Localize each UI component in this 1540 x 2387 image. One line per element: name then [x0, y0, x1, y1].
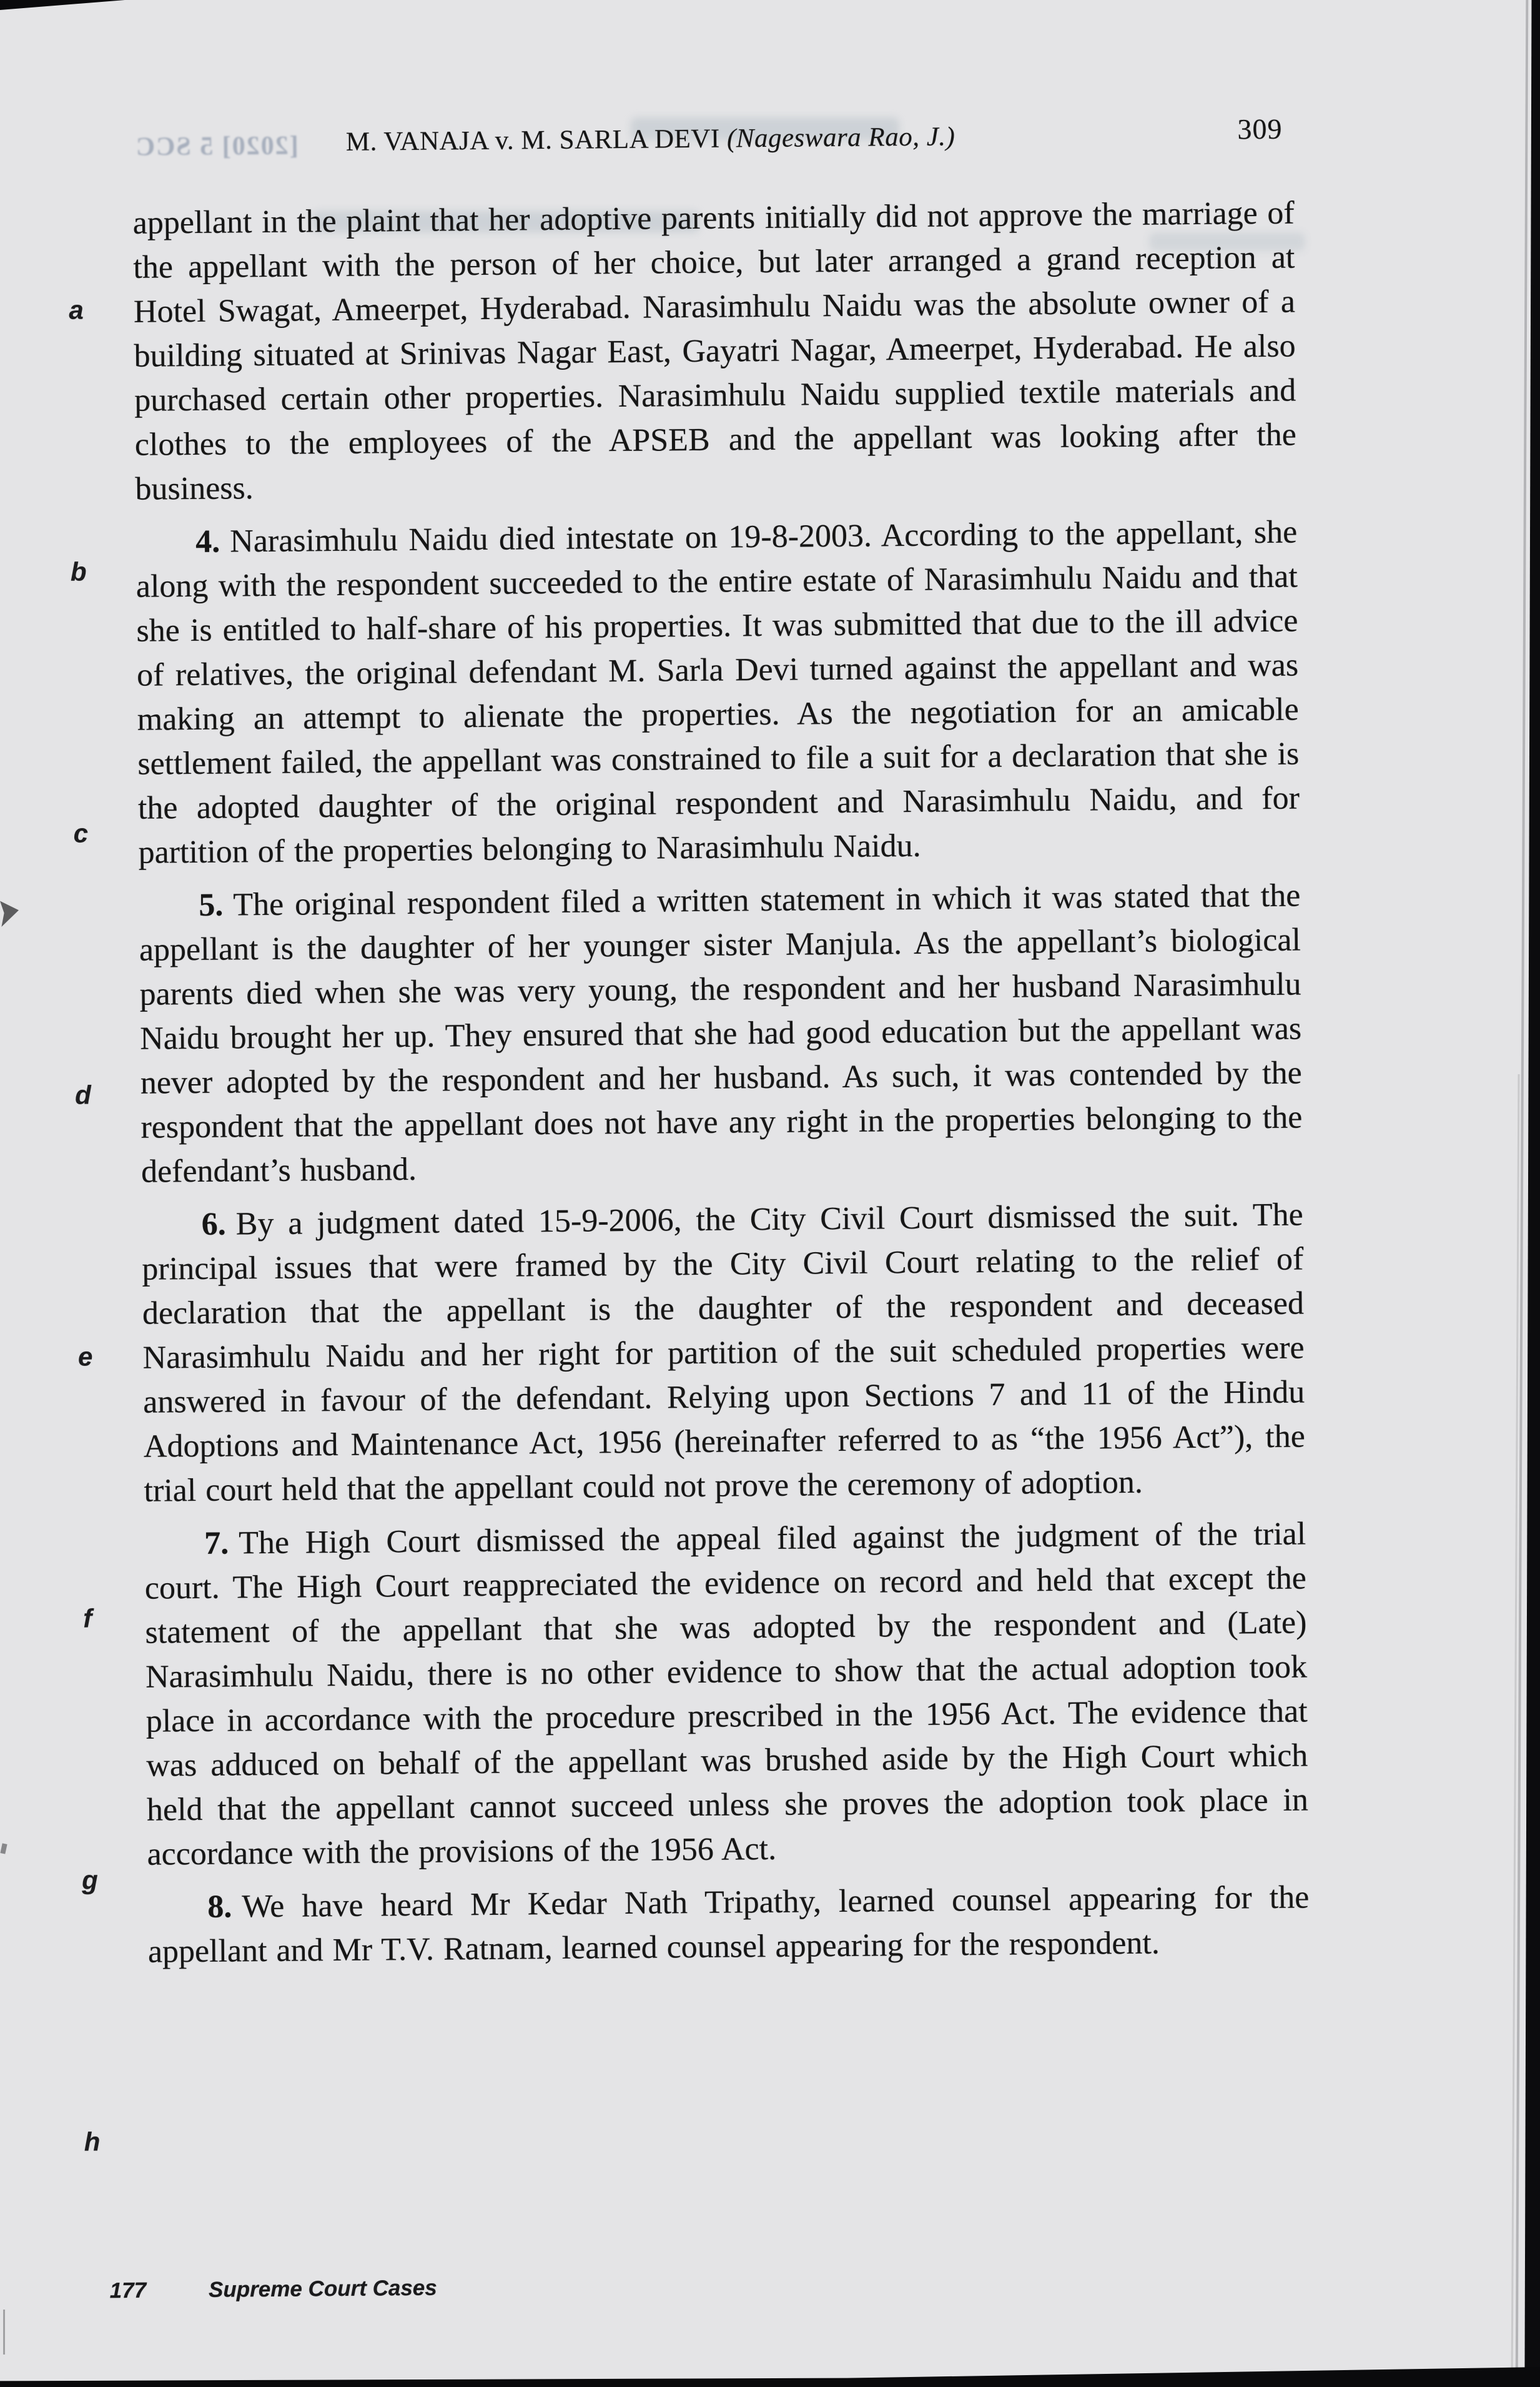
paragraph-number: 4.	[195, 523, 220, 560]
paragraph-number: 7.	[204, 1525, 229, 1561]
margin-letter-e: e	[77, 1342, 93, 1371]
footer-volume: 177	[109, 2278, 147, 2303]
judgment-paragraph	[139, 874, 1303, 1194]
paragraph-text: The High Court dismissed the appeal filed against the judgment of the trial court. The High Court reappreciated the evidence on record and held that except the statement of the appellant that she was adopted by the respondent and (Late) Narasimhulu Naidu, there is no other evidence to show that the actual adoption took place in accordance with the procedure prescribed in the 1956 Act. The evidence that was adduced on behalf of the appellant was brushed aside by the High Court which held that the appellant cannot succeed unless she proves the adoption took place in accordance with the provisions of the 1956 Act.	[144, 1516, 1309, 1872]
paragraph-text: Narasimhulu Naidu died intestate on 19-8-2003. According to the appellant, she along with the respondent succeeded to the entire estate of Narasimhulu Naidu and that she is entitled to half-share of his properties. It was submitted that due to the ill advice of relatives, the original defendant M. Sarla Devi turned against the appellant and was making an attempt to alienate the properties. As the negotiation for an amicable settlement failed, the appellant was constrained to file a suit for a declaration that she is the adopted daughter of the original respondent and Narasimhulu Naidu, and for partition of the properties belonging to Narasimhulu Naidu.	[136, 514, 1300, 871]
page-footer	[110, 2276, 437, 2304]
margin-letter-a: a	[69, 295, 84, 325]
footer-series-title: Supreme Court Cases	[208, 2275, 437, 2302]
paragraph-text: appellant in the plaint that her adoptive parents initially did not approve the marriage of the appellant with the person of her choice, but later arranged a grand reception at Hotel Swagat, Ameerpet, Hyderabad. Narasimhulu Naidu was the absolute owner of a building situated at Srinivas Nagar East, Gayatri Nagar, Ameerpet, Hyderabad. He also purchased certain other properties. Narasimhulu Naidu supplied textile materials and clothes to the employees of the APSEB and the appellant was looking after the business.	[132, 195, 1297, 507]
judge-name: (Nageswara Rao, J.)	[726, 122, 955, 154]
margin-letter-b: b	[70, 556, 87, 586]
paragraph-number: 6.	[201, 1206, 227, 1242]
paragraph-text: We have heard Mr Kedar Nath Tripathy, learned counsel appearing for the appellant and Mr T.V. Ratnam, learned counsel appearing for the respondent.	[147, 1879, 1310, 1970]
running-head	[132, 119, 1168, 159]
page-number: 309	[1237, 112, 1283, 146]
judgment-paragraph	[144, 1512, 1309, 1877]
judgment-paragraph	[141, 1193, 1305, 1513]
margin-letter-f: f	[83, 1603, 92, 1633]
paragraph-text: By a judgment dated 15-9-2006, the City Civil Court dismissed the suit. The principal issues that were framed by the City Civil Court relating to the relief of declaration that the appellant is the daughter of the respondent and deceased Narasimhulu Naidu and her right for partition of the suit scheduled properties were answered in favour of the defendant. Relying upon Sections 7 and 11 of the Hindu Adoptions and Maintenance Act, 1956 (hereinafter referred to as “the 1956 Act”), the trial court held that the appellant could not prove the ceremony of adoption.	[142, 1197, 1306, 1509]
judgment-paragraph	[136, 510, 1300, 875]
margin-letter-d: d	[74, 1080, 92, 1110]
paragraph-text: The original respondent filed a written statement in which it was stated that the appellant is the daughter of her younger sister Manjula. As the appellant’s biological parents died when she was very young, the respondent and her husband Narasimhulu Naidu brought her up. They ensured that she had good education but the appellant was never adopted by the respondent and her husband. As such, it was contended by the respondent that the appellant does not have any right in the properties belonging to the defendant’s husband.	[139, 877, 1303, 1190]
case-title-appellant: M. VANAJA	[345, 126, 488, 157]
margin-letter-h: h	[84, 2127, 101, 2157]
case-title-respondent: M. SARLA DEVI	[521, 124, 720, 156]
margin-letter-c: c	[73, 818, 89, 848]
versus-label: v.	[495, 126, 515, 156]
margin-letter-g: g	[81, 1865, 98, 1895]
bleed-through-citation: [2020] 5 SCC	[134, 131, 299, 162]
paragraph-number: 5.	[199, 887, 224, 923]
scan-artifact-left-line	[3, 2310, 5, 2355]
judgment-paragraph	[132, 191, 1296, 512]
paragraph-number: 8.	[207, 1889, 232, 1925]
judgment-body	[132, 191, 1310, 1983]
judgment-paragraph	[147, 1875, 1310, 1974]
